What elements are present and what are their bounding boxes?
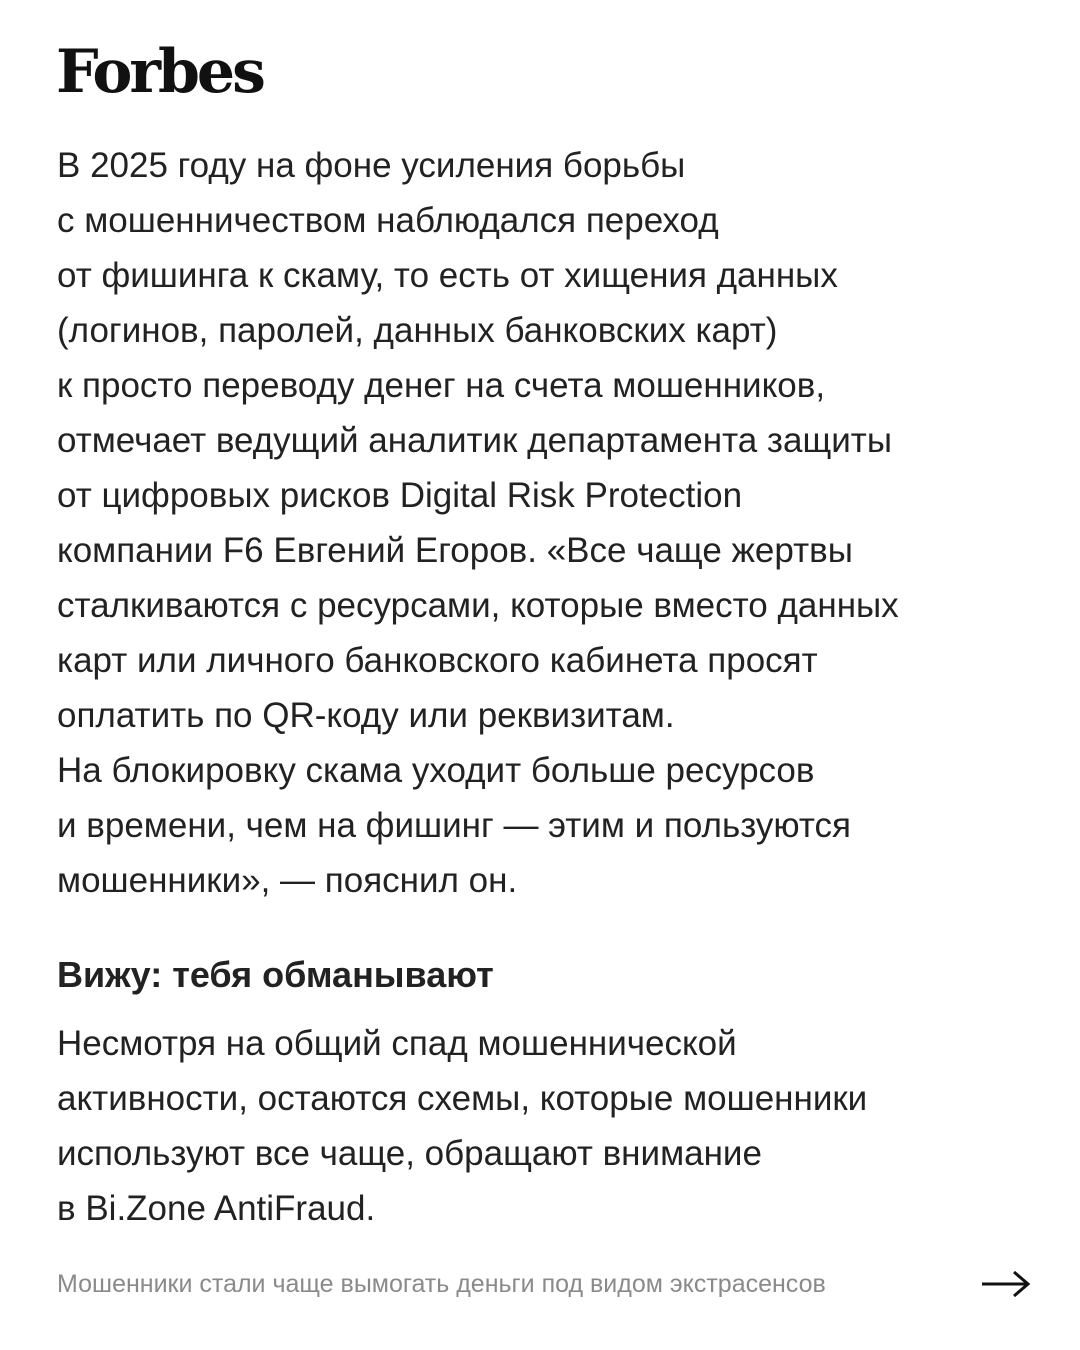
paragraph-line: отмечает ведущий аналитик департамента защиты (57, 421, 892, 460)
paragraph-line: с мошенничеством наблюдался переход (57, 201, 719, 240)
paragraph-line: (логинов, паролей, данных банковских карт) (57, 311, 778, 350)
related-article-link[interactable] (57, 1262, 1032, 1306)
paragraph-line: и времени, чем на фишинг — этим и пользуются (57, 806, 851, 845)
paragraph-line: от фишинга к скаму, то есть от хищения данных (57, 256, 838, 295)
forbes-logo: Forbes (56, 37, 263, 107)
paragraph-line: в Bi.Zone AntiFraud. (57, 1189, 376, 1228)
paragraph-line: используют все чаще, обращают внимание (57, 1134, 762, 1173)
paragraph-line: компании F6 Евгений Егоров. «Все чаще жертвы (57, 531, 853, 570)
article-paragraph-2 (57, 1016, 1047, 1236)
paragraph-line: мошенники», — пояснил он. (57, 861, 518, 900)
section-subheading: Вижу: тебя обманывают (57, 954, 494, 995)
paragraph-line: карт или личного банковского кабинета просят (57, 641, 818, 680)
paragraph-line: В 2025 году на фоне усиления борьбы (57, 146, 686, 185)
related-article-title: Мошенники стали чаще вымогать деньги под видом экстрасенсов (57, 1269, 826, 1298)
article-paragraph-1 (57, 138, 1047, 908)
paragraph-line: сталкиваются с ресурсами, которые вместо данных (57, 586, 899, 625)
paragraph-line: активности, остаются схемы, которые мошенники (57, 1079, 868, 1118)
paragraph-line: оплатить по QR-коду или реквизитам. (57, 696, 675, 735)
paragraph-line: Несмотря на общий спад мошеннической (57, 1024, 737, 1063)
paragraph-line: На блокировку скама уходит больше ресурсов (57, 751, 815, 790)
paragraph-line: от цифровых рисков Digital Risk Protection (57, 476, 743, 515)
paragraph-line: к просто переводу денег на счета мошенников, (57, 366, 826, 405)
arrow-right-icon[interactable] (980, 1268, 1032, 1300)
